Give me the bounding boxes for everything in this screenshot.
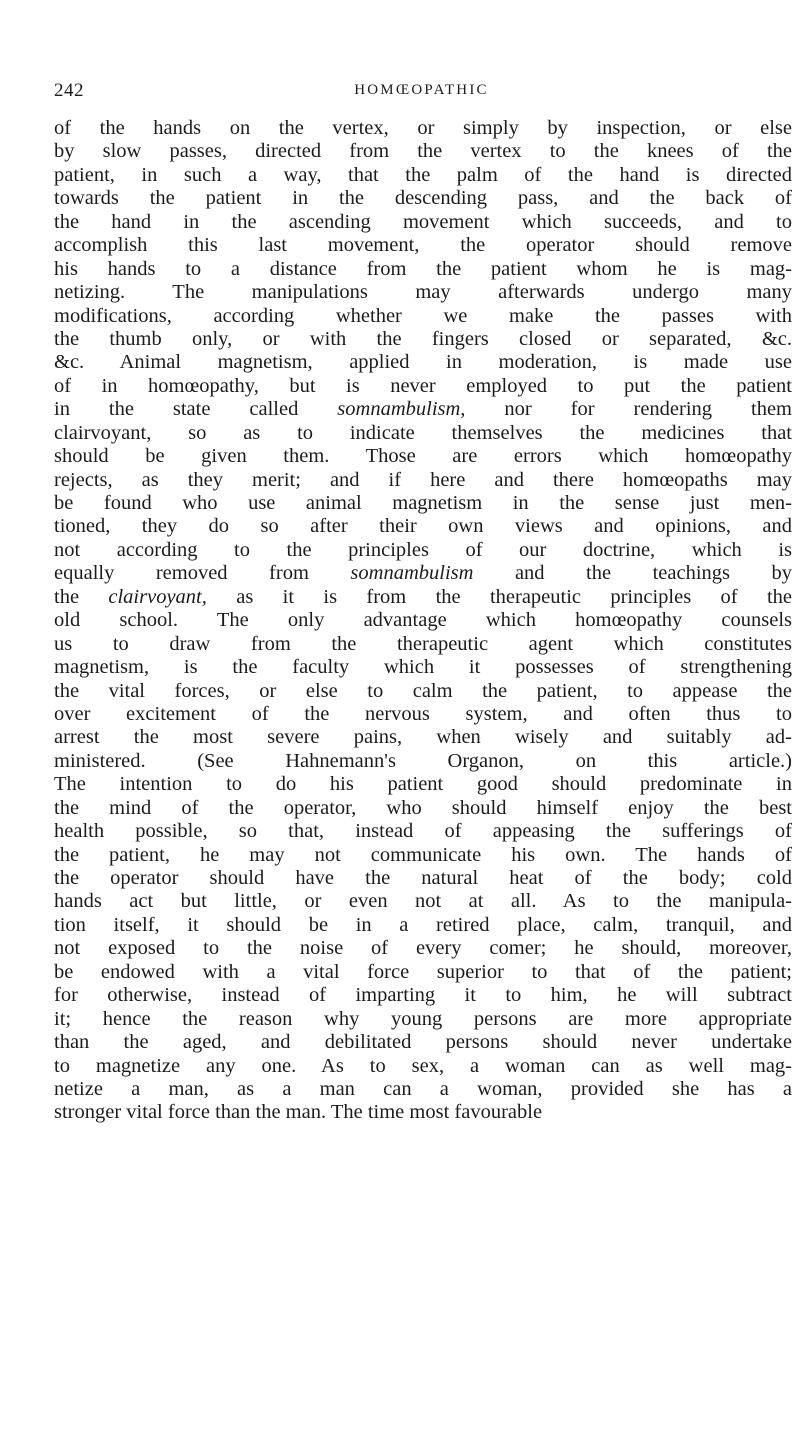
text-segment: the: [54, 585, 109, 608]
running-head: [54, 80, 789, 104]
text-segment: equally removed from: [54, 562, 351, 585]
text-line: [54, 703, 792, 726]
text-line: [54, 750, 792, 773]
text-segment: nor for rendering them: [465, 398, 792, 421]
text-line: [54, 820, 792, 843]
text-line: [54, 1078, 792, 1101]
text-line: [54, 140, 792, 163]
text-segment: by slow passes, directed from the vertex to the knees of the: [54, 140, 792, 163]
text-segment: to magnetize any one. As to sex, a woman can as well mag-: [54, 1054, 792, 1077]
text-segment: hands act but little, or even not at all. As to the manipula-: [54, 890, 792, 913]
text-segment: over excitement of the nervous system, and often thus to: [54, 702, 792, 725]
text-segment: us to draw from the therapeutic agent which constitutes: [54, 632, 792, 655]
text-segment: tioned, they do so after their own views and opinions, and: [54, 515, 792, 538]
text-line: [54, 281, 792, 304]
text-segment: it; hence the reason why young persons are more appropriate: [54, 1007, 792, 1030]
text-segment: towards the patient in the descending pass, and the back of: [54, 187, 792, 210]
text-line: [54, 398, 792, 421]
text-line: [54, 656, 792, 679]
text-line: [54, 961, 792, 984]
text-line: [54, 914, 792, 937]
text-line: [54, 1008, 792, 1031]
text-segment: accomplish this last movement, the operator should remove: [54, 234, 792, 257]
text-segment: the hand in the ascending movement which succeeds, and to: [54, 210, 792, 233]
text-line: [54, 726, 792, 749]
text-line: [54, 562, 792, 585]
text-segment: his hands to a distance from the patient whom he is mag-: [54, 257, 792, 280]
text-line: [54, 1055, 792, 1078]
text-line: [54, 867, 792, 890]
text-line: [54, 187, 792, 210]
text-segment: for otherwise, instead of imparting it to him, he will subtract: [54, 984, 792, 1007]
text-segment: of the hands on the vertex, or simply by inspection, or else: [54, 117, 792, 139]
text-line: [54, 984, 792, 1007]
text-segment: rejects, as they merit; and if here and there homœopaths may: [54, 468, 792, 491]
text-line: [54, 1031, 792, 1054]
italic-term: clairvoyant,: [108, 585, 207, 608]
text-line: [54, 445, 792, 468]
text-segment: of in homœopathy, but is never employed to put the patient: [54, 374, 792, 397]
text-segment: should be given them. Those are errors which homœopathy: [54, 445, 792, 468]
text-segment: be found who use animal magnetism in the sense just men-: [54, 492, 792, 514]
text-segment: as it is from the therapeutic principles of the: [206, 585, 792, 608]
text-segment: the vital forces, or else to calm the patient, to appease the: [54, 679, 792, 702]
text-segment: in the state called: [54, 398, 338, 421]
page-number: 242: [54, 80, 84, 101]
text-line: [54, 797, 792, 820]
text-segment: the operator should have the natural heat of the body; cold: [54, 867, 792, 889]
text-line: [54, 515, 792, 538]
text-line: [54, 422, 792, 445]
text-segment: clairvoyant, so as to indicate themselves the medicines that: [54, 421, 792, 444]
running-title: HOMŒOPATHIC: [354, 82, 489, 98]
text-segment: the thumb only, or with the fingers closed or separated, &c.: [54, 327, 792, 350]
text-line: [54, 351, 792, 374]
italic-term: somnambulism,: [337, 398, 466, 421]
text-line: [54, 211, 792, 234]
text-segment: patient, in such a way, that the palm of the hand is directed: [54, 163, 792, 186]
text-segment: netize a man, as a man can a woman, provided she has a: [54, 1077, 792, 1100]
text-segment: stronger vital force than the man. The time most favourable: [54, 1101, 543, 1124]
text-line: [54, 633, 792, 656]
text-line: [54, 1101, 792, 1124]
text-segment: not according to the principles of our doctrine, which is: [54, 538, 792, 561]
text-segment: arrest the most severe pains, when wisely and suitably ad-: [54, 726, 792, 749]
text-line: [54, 258, 792, 281]
text-segment: netizing. The manipulations may afterwards undergo many: [54, 281, 792, 304]
text-segment: The intention to do his patient good should predominate in: [54, 773, 792, 796]
text-line: [54, 609, 792, 632]
text-line: [54, 305, 792, 328]
text-segment: and the teachings by: [473, 562, 792, 585]
text-segment: modifications, according whether we make the passes with: [54, 304, 792, 327]
text-line: [54, 375, 792, 398]
text-line: [54, 234, 792, 257]
text-line: [54, 680, 792, 703]
text-segment: ministered. (See Hahnemann's Organon, on this article.): [54, 749, 792, 772]
text-line: [54, 586, 792, 609]
body-paragraph: [54, 117, 792, 1125]
text-line: [54, 164, 792, 187]
text-segment: not exposed to the noise of every comer; he should, moreover,: [54, 937, 792, 960]
text-segment: old school. The only advantage which homœopathy counsels: [54, 609, 792, 632]
text-line: [54, 492, 792, 515]
text-segment: be endowed with a vital force superior to that of the patient;: [54, 960, 792, 983]
text-segment: magnetism, is the faculty which it possesses of strengthening: [54, 656, 792, 679]
text-line: [54, 469, 792, 492]
text-segment: the patient, he may not communicate his own. The hands of: [54, 843, 792, 866]
text-line: [54, 117, 792, 140]
text-segment: tion itself, it should be in a retired place, calm, tranquil, and: [54, 913, 792, 936]
text-segment: than the aged, and debilitated persons should never undertake: [54, 1031, 792, 1054]
text-line: [54, 937, 792, 960]
text-line: [54, 844, 792, 867]
italic-term: somnambulism: [350, 562, 474, 585]
text-line: [54, 773, 792, 796]
text-segment: &c. Animal magnetism, applied in moderation, is made use: [54, 351, 792, 374]
text-segment: health possible, so that, instead of appeasing the sufferings of: [54, 820, 792, 843]
text-segment: the mind of the operator, who should himself enjoy the best: [54, 796, 792, 819]
text-line: [54, 328, 792, 351]
text-line: [54, 890, 792, 913]
text-line: [54, 539, 792, 562]
